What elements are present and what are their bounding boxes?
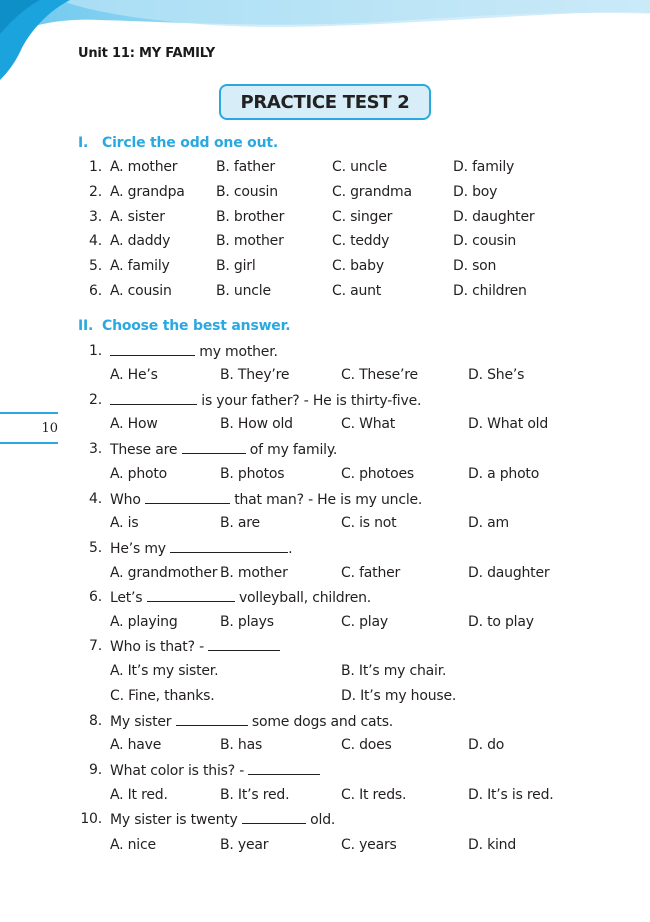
- option-d[interactable]: D. It’s is red.: [468, 787, 554, 803]
- option-d[interactable]: D. to play: [468, 614, 534, 630]
- option-d[interactable]: D. She’s: [468, 367, 525, 383]
- stem-after-blank: is your father? - He is thirty-five.: [201, 393, 422, 409]
- option-a[interactable]: A. have: [110, 737, 162, 753]
- section-1-title: [78, 135, 278, 151]
- option-a[interactable]: A. daddy: [110, 233, 171, 249]
- option-b[interactable]: B. uncle: [216, 283, 271, 299]
- section-2-numeral: II.: [78, 318, 94, 334]
- stem-after-blank: old.: [310, 812, 336, 828]
- question: [0, 441, 650, 459]
- answer-blank[interactable]: [147, 589, 235, 602]
- question-number: 2.: [89, 392, 102, 408]
- option-a[interactable]: A. nice: [110, 837, 156, 853]
- stem-after-blank: my mother.: [199, 344, 278, 360]
- item-number: 6.: [89, 283, 102, 299]
- option-a[interactable]: A. is: [110, 515, 139, 531]
- option-a[interactable]: A. mother: [110, 159, 178, 175]
- stem-after-blank: of my family.: [249, 442, 338, 458]
- option-c[interactable]: C. photoes: [341, 466, 414, 482]
- question: [0, 392, 650, 410]
- option-b[interactable]: B. plays: [220, 614, 274, 630]
- question-number: 8.: [89, 713, 102, 729]
- section-2-instruction: Choose the best answer.: [102, 318, 291, 334]
- option-c[interactable]: C. It reds.: [341, 787, 407, 803]
- question-number: 5.: [89, 540, 102, 556]
- option-a[interactable]: A. playing: [110, 614, 178, 630]
- question-stem: [110, 491, 422, 508]
- option-b[interactable]: B. mother: [216, 233, 284, 249]
- stem-before-blank: What color is this? -: [110, 763, 245, 779]
- item-number: 5.: [89, 258, 102, 274]
- item-number: 2.: [89, 184, 102, 200]
- option-b[interactable]: B. year: [220, 837, 269, 853]
- stem-before-blank: Who is that? -: [110, 639, 204, 655]
- question-stem: [110, 762, 320, 779]
- question-number: 6.: [89, 589, 102, 605]
- answer-blank[interactable]: [208, 638, 280, 651]
- question: [0, 811, 650, 829]
- question-stem: [110, 392, 421, 409]
- question-stem: [110, 589, 371, 606]
- option-d[interactable]: D. daughter: [468, 565, 550, 581]
- options-row: [0, 614, 650, 632]
- option-b[interactable]: B. It’s my chair.: [341, 663, 447, 679]
- option-b[interactable]: B. cousin: [216, 184, 278, 200]
- odd-one-out-item: [0, 283, 650, 301]
- odd-one-out-item: [0, 209, 650, 227]
- options-row: [0, 466, 650, 484]
- question: [0, 638, 650, 656]
- stem-before-blank: My sister: [110, 714, 172, 730]
- page-number: 10: [41, 421, 58, 436]
- option-c[interactable]: C. does: [341, 737, 392, 753]
- option-d[interactable]: D. family: [453, 159, 515, 175]
- option-d[interactable]: D. son: [453, 258, 497, 274]
- question: [0, 343, 650, 361]
- option-a[interactable]: A. photo: [110, 466, 168, 482]
- question-stem: [110, 540, 292, 557]
- page-title: PRACTICE TEST 2: [219, 84, 431, 120]
- stem-before-blank: Let’s: [110, 590, 143, 606]
- option-c[interactable]: C. uncle: [332, 159, 388, 175]
- options-row: [0, 688, 650, 706]
- option-a[interactable]: A. cousin: [110, 283, 172, 299]
- stem-before-blank: My sister is twenty: [110, 812, 238, 828]
- option-a[interactable]: A. He’s: [110, 367, 158, 383]
- option-b[interactable]: B. They’re: [220, 367, 290, 383]
- stem-after-blank: .: [288, 541, 293, 557]
- option-d[interactable]: D. daughter: [453, 209, 535, 225]
- question: [0, 589, 650, 607]
- section-2-title: [78, 318, 290, 334]
- options-row: [0, 737, 650, 755]
- option-d[interactable]: D. children: [453, 283, 527, 299]
- answer-blank[interactable]: [242, 811, 306, 824]
- section-1-instruction: Circle the odd one out.: [102, 135, 278, 151]
- option-a[interactable]: A. How: [110, 416, 158, 432]
- option-b[interactable]: B. are: [220, 515, 260, 531]
- answer-blank[interactable]: [182, 441, 246, 454]
- stem-after-blank: that man? - He is my uncle.: [234, 492, 423, 508]
- option-c[interactable]: C. teddy: [332, 233, 390, 249]
- option-d[interactable]: D. do: [468, 737, 505, 753]
- option-a[interactable]: A. sister: [110, 209, 165, 225]
- options-row: [0, 565, 650, 583]
- option-b[interactable]: B. has: [220, 737, 263, 753]
- question-stem: [110, 713, 393, 730]
- question-stem: [110, 638, 280, 655]
- answer-blank[interactable]: [110, 343, 195, 356]
- odd-one-out-item: [0, 258, 650, 276]
- option-a[interactable]: A. It red.: [110, 787, 168, 803]
- option-a[interactable]: A. grandmother: [110, 565, 218, 581]
- item-number: 1.: [89, 159, 102, 175]
- option-c[interactable]: C. Fine, thanks.: [110, 688, 215, 704]
- option-c[interactable]: C. These’re: [341, 367, 418, 383]
- question-number: 4.: [89, 491, 102, 507]
- item-number: 4.: [89, 233, 102, 249]
- question-stem: [110, 811, 335, 828]
- options-row: [0, 663, 650, 681]
- option-c[interactable]: C. What: [341, 416, 396, 432]
- option-b[interactable]: B. mother: [220, 565, 288, 581]
- question-number: 1.: [89, 343, 102, 359]
- answer-blank[interactable]: [248, 762, 320, 775]
- question: [0, 540, 650, 558]
- odd-one-out-item: [0, 159, 650, 177]
- options-row: [0, 837, 650, 855]
- stem-before-blank: He’s my: [110, 541, 166, 557]
- option-d[interactable]: D. a photo: [468, 466, 540, 482]
- question-number: 9.: [89, 762, 102, 778]
- option-b[interactable]: B. father: [216, 159, 275, 175]
- option-c[interactable]: C. singer: [332, 209, 393, 225]
- options-row: [0, 515, 650, 533]
- option-b[interactable]: B. girl: [216, 258, 256, 274]
- option-b[interactable]: B. How old: [220, 416, 293, 432]
- option-b[interactable]: B. brother: [216, 209, 285, 225]
- unit-title: Unit 11: MY FAMILY: [78, 46, 215, 61]
- option-c[interactable]: C. grandma: [332, 184, 412, 200]
- answer-blank[interactable]: [110, 392, 197, 405]
- option-c[interactable]: C. aunt: [332, 283, 382, 299]
- question: [0, 491, 650, 509]
- odd-one-out-item: [0, 184, 650, 202]
- odd-one-out-item: [0, 233, 650, 251]
- question-stem: [110, 343, 278, 360]
- option-d[interactable]: D. cousin: [453, 233, 517, 249]
- stem-after-blank: volleyball, children.: [238, 590, 372, 606]
- question-number: 3.: [89, 441, 102, 457]
- option-c[interactable]: C. years: [341, 837, 397, 853]
- option-a[interactable]: A. family: [110, 258, 170, 274]
- stem-after-blank: some dogs and cats.: [251, 714, 394, 730]
- answer-blank[interactable]: [145, 491, 230, 504]
- option-d[interactable]: D. It’s my house.: [341, 688, 457, 704]
- option-d[interactable]: D. kind: [468, 837, 517, 853]
- options-row: [0, 787, 650, 805]
- question-stem: [110, 441, 337, 458]
- options-row: [0, 416, 650, 434]
- answer-blank[interactable]: [176, 713, 248, 726]
- question-number: 10.: [80, 811, 102, 827]
- answer-blank[interactable]: [170, 540, 288, 553]
- option-c[interactable]: C. play: [341, 614, 388, 630]
- option-c[interactable]: C. father: [341, 565, 401, 581]
- option-d[interactable]: D. What old: [468, 416, 549, 432]
- option-d[interactable]: D. boy: [453, 184, 498, 200]
- option-c[interactable]: C. is not: [341, 515, 397, 531]
- header-banner: [0, 0, 650, 80]
- section-1-numeral: I.: [78, 135, 89, 151]
- options-row: [0, 367, 650, 385]
- stem-before-blank: Who: [110, 492, 141, 508]
- item-number: 3.: [89, 209, 102, 225]
- question: [0, 762, 650, 780]
- option-d[interactable]: D. am: [468, 515, 509, 531]
- option-b[interactable]: B. It’s red.: [220, 787, 290, 803]
- stem-before-blank: These are: [110, 442, 178, 458]
- option-a[interactable]: A. grandpa: [110, 184, 185, 200]
- option-a[interactable]: A. It’s my sister.: [110, 663, 219, 679]
- question-number: 7.: [89, 638, 102, 654]
- option-c[interactable]: C. baby: [332, 258, 384, 274]
- option-b[interactable]: B. photos: [220, 466, 285, 482]
- question: [0, 713, 650, 731]
